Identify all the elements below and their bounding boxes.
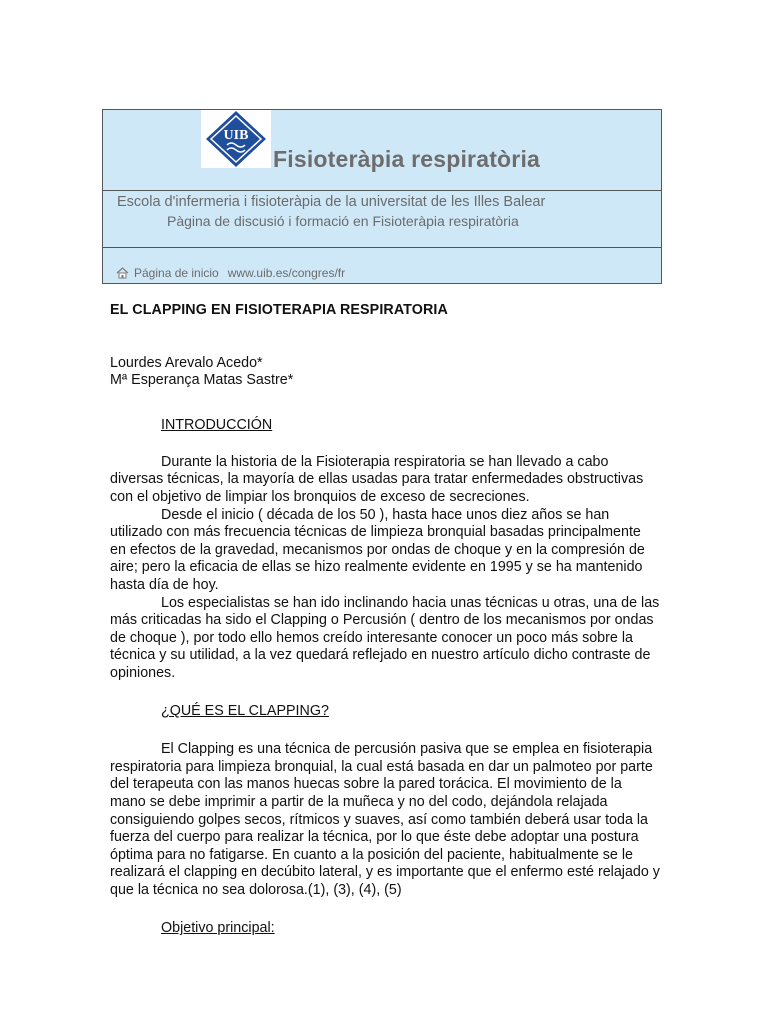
- site-title: Fisioteràpia respiratòria: [273, 146, 541, 172]
- author: Lourdes Arevalo Acedo*: [110, 354, 263, 371]
- author: Mª Esperança Matas Sastre*: [110, 372, 294, 389]
- article-title: EL CLAPPING EN FISIOTERAPIA RESPIRATORIA: [110, 302, 448, 318]
- site-description: Pàgina de discusió i formació en Fisioteràpia respiratòria: [167, 213, 519, 229]
- banner-divider: [103, 190, 661, 191]
- paragraph: Durante la historia de la Fisioterapia respiratoria se han llevado a cabo diversas técnicas, la mayoría de ellas usadas para tratar enfermedades obstructivas con el objetivo de limpiar los bronquios de exceso de secreciones.: [110, 453, 644, 505]
- logo-text: UIB: [223, 128, 249, 143]
- section-heading-objetivo: Objetivo principal:: [161, 920, 275, 937]
- home-icon: [116, 267, 129, 279]
- article-body: [110, 302, 660, 938]
- paragraph: El Clapping es una técnica de percusión pasiva que se emplea en fisioterapia respiratoria para limpieza bronquial, la cual está basada en dar un palmoteo por parte del terapeuta con las manos huecas sobre la pared torácica. El movimiento de la mano se debe imprimir a partir de la muñeca y no del codo, dejándola relajada consiguiendo golpes secos, rítmicos y suaves, así como también deberá usar toda la fuerza del cuerpo para realizar la técnica, por lo que éste debe adoptar una postura óptima para no fatigarse. En cuanto a la posición del paciente, habitualmente se le realizará el clapping en decúbito lateral, y es importante que el enfermo esté relajado y que la técnica no sea dolorosa.(1), (3), (4), (5): [110, 741, 660, 898]
- section-heading-introduccion: INTRODUCCIÓN: [161, 416, 273, 433]
- school-name: Escola d'infermeria i fisioteràpia de la universitat de les Illes Balear: [117, 194, 546, 210]
- paragraph: Los especialistas se han ido inclinando hacia unas técnicas u otras, una de las más criticadas ha sido el Clapping o Percusión ( dentro de los mecanismos por ondas de choque ), por todo ello hemos creído interesante conocer un poco más sobre la técnica y su utilidad, a la vez quedará reflejado en nuestro artículo dicho contraste de opiniones.: [110, 594, 660, 681]
- section-heading-que-es: ¿QUÉ ES EL CLAPPING?: [161, 703, 329, 720]
- home-link[interactable]: [116, 266, 345, 280]
- uib-logo-icon: [201, 110, 271, 168]
- paragraph: Desde el inicio ( década de los 50 ), hasta hace unos diez años se han utilizado con más frecuencia técnicas de limpieza bronquial basadas principalmente en efectos de la gravedad, mecanismos por ondas de choque y en la compresión de aire; pero la eficacia de ellas se hizo realmente evidente en 1995 y se ha mantenido hasta día de hoy.: [110, 506, 645, 593]
- uib-logo[interactable]: [201, 110, 271, 168]
- home-link-label: Página de inicio: [134, 266, 219, 280]
- site-banner: [102, 109, 662, 284]
- banner-divider: [103, 247, 661, 248]
- home-link-url: www.uib.es/congres/fr: [227, 266, 346, 280]
